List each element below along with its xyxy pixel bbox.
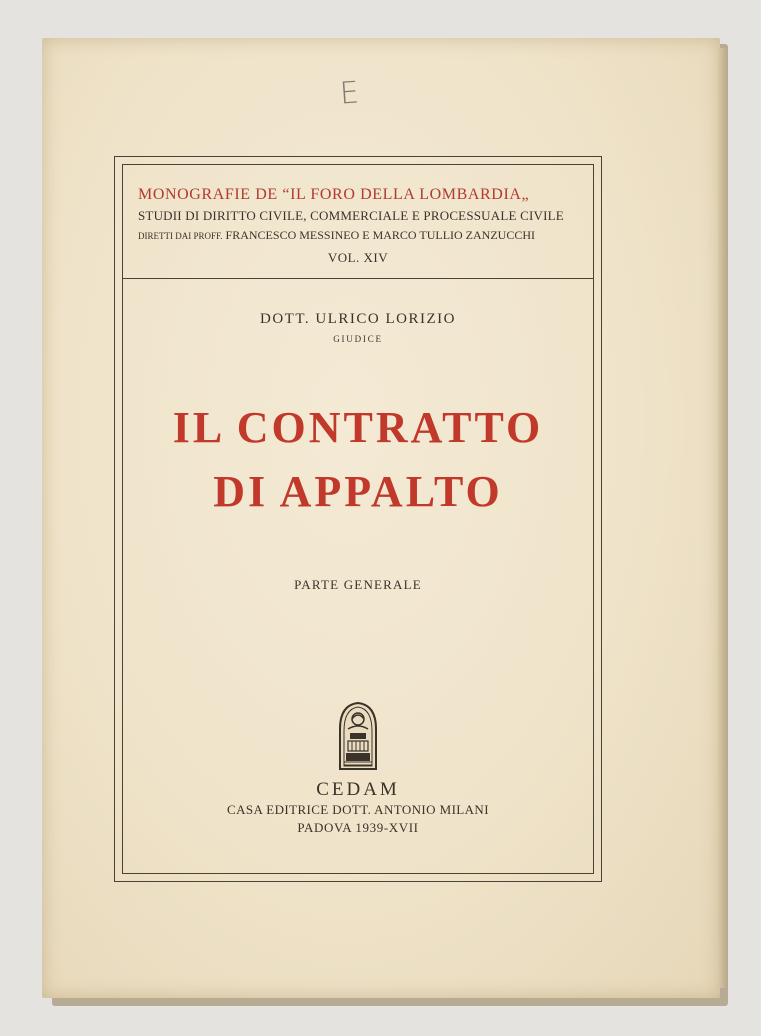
book-title	[122, 396, 594, 524]
series-editors	[138, 228, 588, 243]
publisher-emblem-icon	[334, 699, 382, 771]
author-name: DOTT. ULRICO LORIZIO	[260, 311, 456, 327]
book-subtitle: PARTE GENERALE	[294, 577, 422, 592]
volume-number: VOL. XIV	[327, 250, 389, 265]
series-title: MONOGRAFIE DE “IL FORO DELLA LOMBARDIA„	[138, 186, 530, 203]
publisher-place-date: PADOVA 1939-XVII	[297, 820, 419, 835]
pencil-mark: E	[338, 75, 361, 112]
publisher-house: CASA EDITRICE DOTT. ANTONIO MILANI	[227, 802, 489, 817]
book-title-line-1: IL CONTRATTO	[172, 403, 544, 452]
book-cover	[42, 38, 720, 998]
page-edge	[718, 48, 726, 988]
author-role: GIUDICE	[333, 334, 383, 344]
publisher-name: CEDAM	[316, 779, 400, 800]
series-subtitle: STUDII DI DIRITTO CIVILE, COMMERCIALE E PROCESSUALE CIVILE	[138, 208, 564, 223]
series-editors-names: FRANCESCO MESSINEO E MARCO TULLIO ZANZUCCHI	[225, 228, 536, 242]
book-title-line-2: DI APPALTO	[213, 467, 503, 516]
header-rule	[122, 278, 594, 279]
series-editors-prefix: DIRETTI DAI PROFF.	[138, 231, 223, 241]
